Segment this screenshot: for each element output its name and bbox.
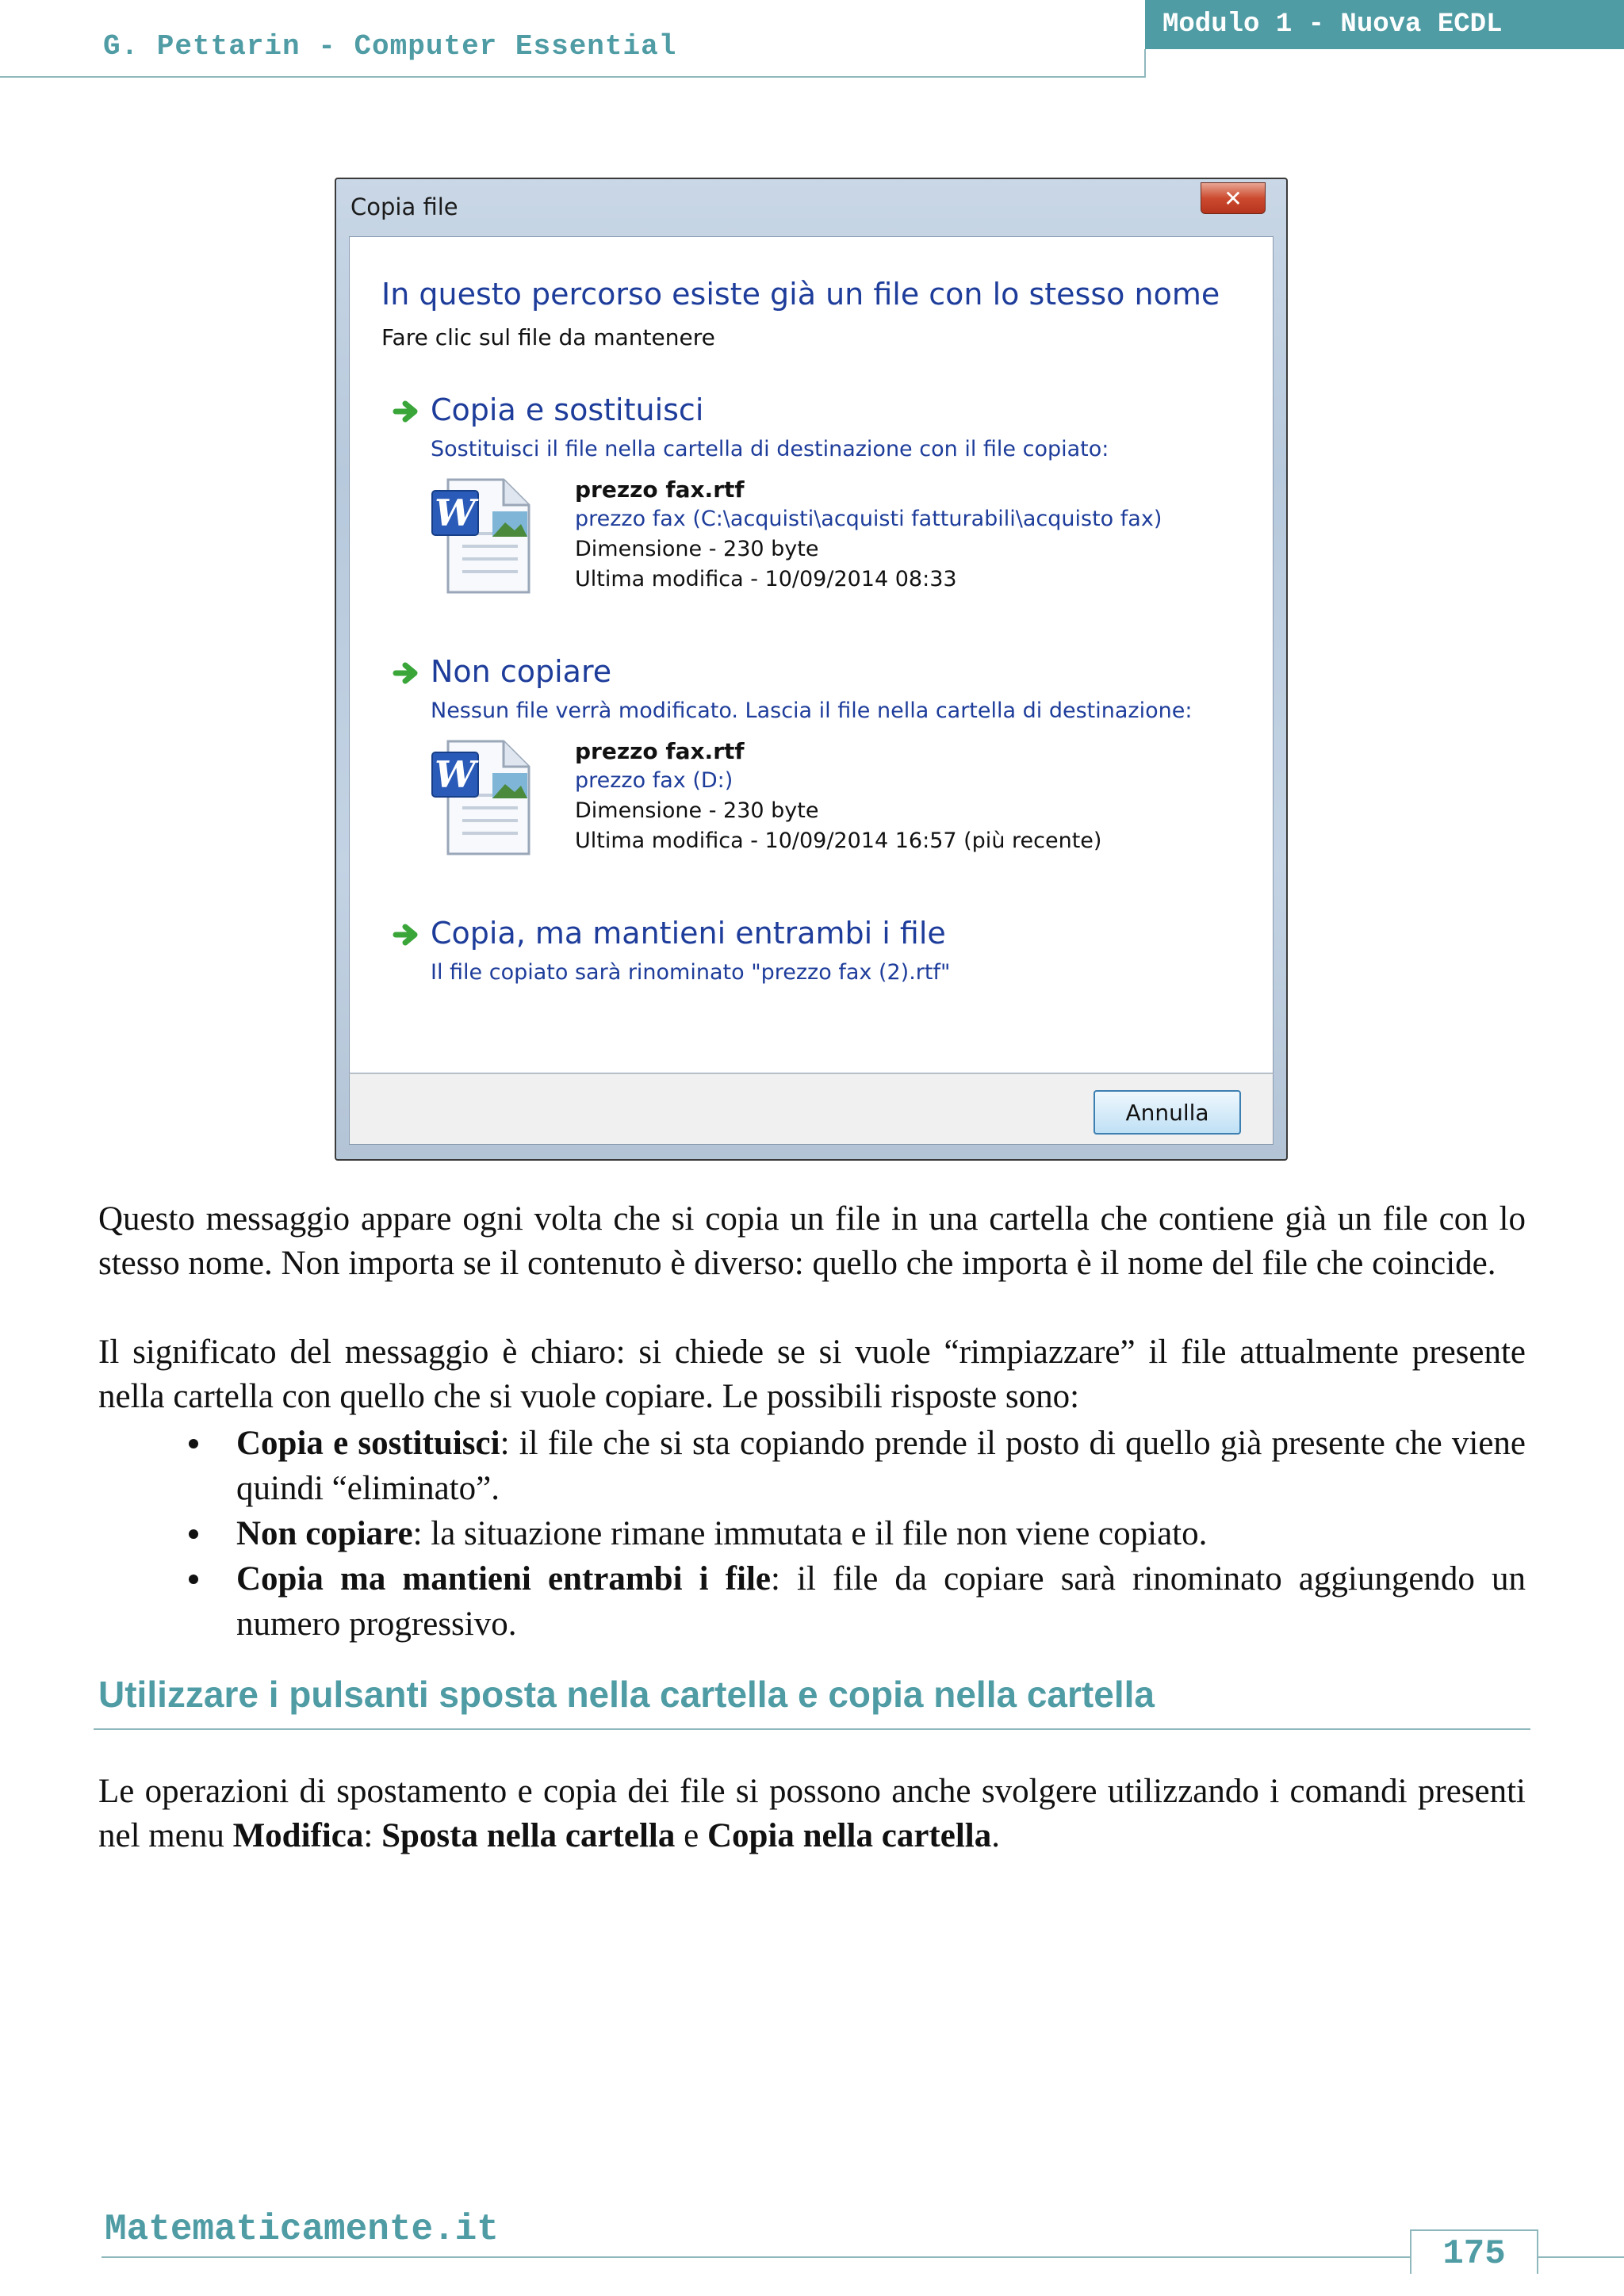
option-description: Nessun file verrà modificato. Lascia il file nella cartella di destinazione:	[431, 698, 1193, 723]
section-rule	[94, 1728, 1530, 1730]
dialog-title: Copia file	[350, 193, 458, 220]
cancel-button[interactable]: Annulla	[1094, 1090, 1241, 1135]
paragraph-commands	[98, 1770, 1526, 1858]
dialog-subheading: Fare clic sul file da mantenere	[381, 324, 715, 350]
option-description: Il file copiato sarà rinominato "prezzo fax (2).rtf"	[431, 960, 951, 985]
green-arrow-icon	[393, 396, 424, 427]
command-sposta: Sposta nella cartella	[381, 1817, 676, 1854]
header-rule-vertical	[1144, 49, 1146, 78]
section-heading: Utilizzare i pulsanti sposta nella cartella e copia nella cartella	[98, 1674, 1155, 1715]
menu-name-modifica: Modifica	[232, 1817, 364, 1854]
file-name: prezzo fax.rtf	[575, 738, 745, 764]
header-author-title: G. Pettarin - Computer Essential	[103, 30, 677, 63]
footer-rule	[102, 2256, 1410, 2258]
dialog-content	[349, 236, 1274, 1073]
page-number-value: 175	[1442, 2234, 1506, 2274]
option-title: Copia, ma mantieni entrambi i file	[431, 916, 946, 951]
svg-text:W: W	[435, 753, 476, 796]
page-number	[1410, 2229, 1538, 2274]
footer-rule-right	[1538, 2256, 1624, 2258]
paragraph-meaning: Il significato del messaggio è chiaro: si chiede se si vuole “rimpiazzare” il file attualmente presente nella cartella con quello che si vuole copiare. Le possibili risposte sono:	[98, 1334, 1526, 1415]
footer-site: Matematicamente.it	[105, 2209, 499, 2250]
command-copia: Copia nella cartella	[707, 1817, 992, 1854]
file-path: prezzo fax (D:)	[575, 768, 733, 793]
dialog-heading: In questo percorso esiste già un file con lo stesso nome	[381, 277, 1220, 312]
close-button[interactable]	[1201, 182, 1266, 214]
list-item	[98, 1421, 1526, 1511]
list-item-text: : il file da copiare sarà rinominato aggiungendo un numero progressivo.	[236, 1560, 1526, 1643]
file-modified: Ultima modifica - 10/09/2014 16:57 (più recente)	[575, 828, 1102, 853]
header-module-label: Modulo 1 - Nuova ECDL	[1162, 10, 1503, 40]
green-arrow-icon	[393, 657, 424, 689]
text-run: .	[991, 1817, 1000, 1854]
list-item-text: : la situazione rimane immutata e il file non viene copiato.	[412, 1515, 1208, 1552]
word-document-icon	[431, 476, 534, 595]
list-item	[98, 1511, 1526, 1556]
list-item-term: Copia e sostituisci	[236, 1425, 500, 1462]
text-run: Le operazioni di spostamento e copia dei file si possono anche svolgere utilizzando i comandi presenti nel menu	[98, 1773, 1526, 1854]
paragraph-intro: Questo messaggio appare ogni volta che si copia un file in una cartella che contiene già un file con lo stesso nome. Non importa se il contenuto è diverso: quello che importa è il nome del file che coincide.	[98, 1200, 1526, 1282]
green-arrow-icon	[393, 919, 424, 951]
option-title: Non copiare	[431, 654, 612, 689]
file-name: prezzo fax.rtf	[575, 476, 745, 503]
list-item-term: Copia ma mantieni entrambi i file	[236, 1560, 771, 1598]
file-path: prezzo fax (C:\acquisti\acquisti fatturabili\acquisto fax)	[575, 507, 1162, 531]
answers-list	[98, 1421, 1526, 1647]
svg-text:W: W	[435, 492, 476, 534]
option-description: Sostituisci il file nella cartella di destinazione con il file copiato:	[431, 437, 1109, 461]
file-size: Dimensione - 230 byte	[575, 798, 819, 823]
list-item-term: Non copiare	[236, 1515, 413, 1552]
file-size: Dimensione - 230 byte	[575, 537, 819, 561]
option-title: Copia e sostituisci	[431, 392, 704, 427]
list-item-text: : il file che si sta copiando prende il posto di quello già presente che viene quindi “eliminato”.	[236, 1425, 1526, 1507]
dialog-footer	[349, 1073, 1274, 1145]
word-document-icon	[431, 738, 534, 857]
file-modified: Ultima modifica - 10/09/2014 08:33	[575, 567, 957, 591]
text-run: e	[675, 1817, 707, 1854]
list-item	[98, 1556, 1526, 1647]
header-module-badge	[1145, 0, 1624, 49]
close-icon: ✕	[1224, 185, 1243, 212]
text-run: :	[363, 1817, 382, 1854]
copy-file-dialog	[335, 178, 1288, 1161]
header-rule	[0, 76, 1145, 78]
